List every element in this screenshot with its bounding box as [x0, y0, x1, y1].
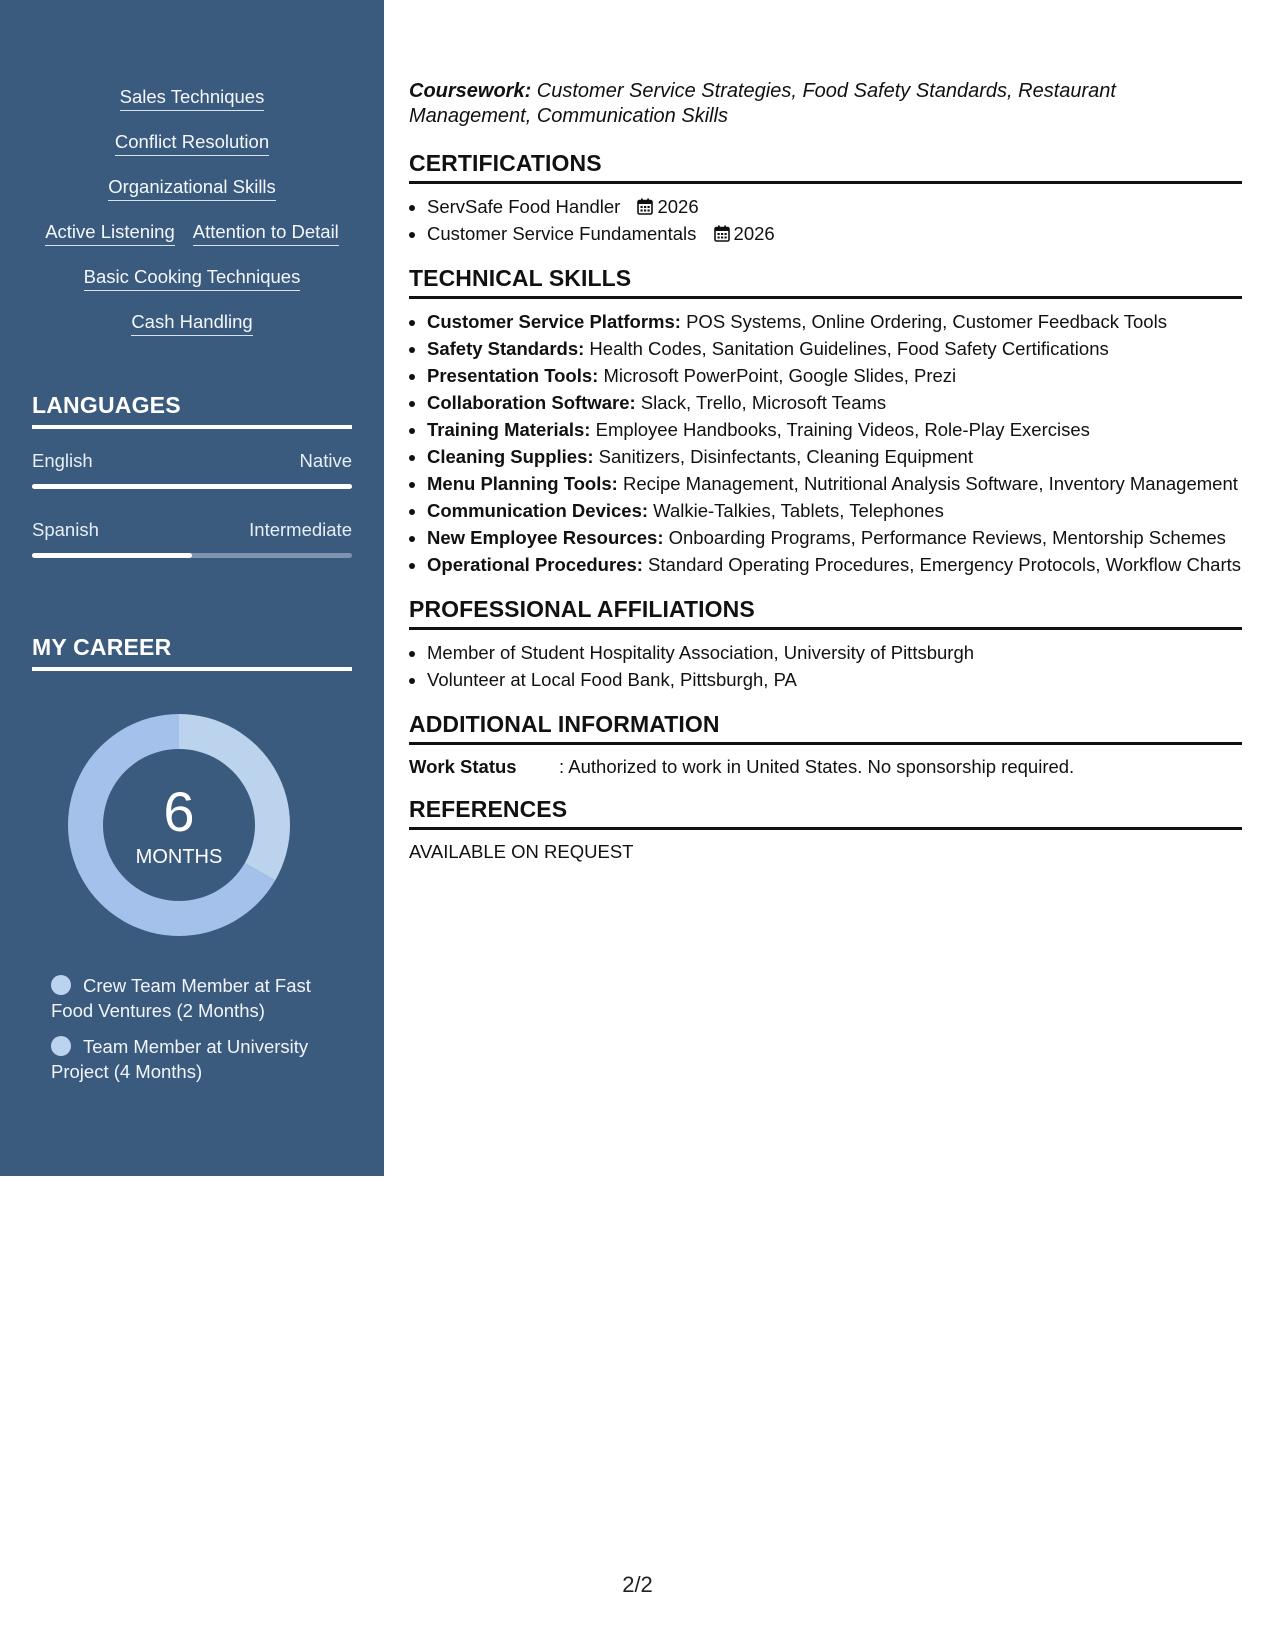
technical-skill-label: Communication Devices:: [427, 500, 649, 521]
technical-skill-item: [427, 308, 1242, 335]
technical-skill-label: New Employee Resources:: [427, 527, 664, 548]
work-status-label: Work Status: [409, 756, 517, 777]
coursework: [409, 79, 1242, 129]
references-text: AVAILABLE ON REQUEST: [409, 841, 634, 862]
certification-name: Customer Service Fundamentals: [427, 223, 697, 244]
skill-tag: Cash Handling: [131, 311, 252, 336]
technical-skill-item: [427, 470, 1242, 497]
skill-tag: Basic Cooking Techniques: [84, 266, 301, 291]
affiliations-list: [409, 639, 1242, 693]
technical-skill-label: Customer Service Platforms:: [427, 311, 681, 332]
work-status-value: : Authorized to work in United States. No sponsorship required.: [559, 756, 1075, 777]
career-item-label: Crew Team Member at Fast Food Ventures (2 Months): [51, 975, 311, 1021]
page-number: 2/2: [622, 1572, 653, 1597]
language-level: Native: [299, 450, 352, 471]
skill-tag: Attention to Detail: [193, 221, 339, 246]
technical-skill-value: Slack, Trello, Microsoft Teams: [635, 392, 887, 413]
technical-skill-label: Safety Standards:: [427, 338, 585, 359]
technical-skill-item: [427, 362, 1242, 389]
technical-skill-value: Recipe Management, Nutritional Analysis Software, Inventory Management: [617, 473, 1238, 494]
career-list: [51, 974, 331, 1096]
technical-skill-value: Employee Handbooks, Training Videos, Role-Play Exercises: [590, 419, 1090, 440]
technical-skill-value: Standard Operating Procedures, Emergency Protocols, Workflow Charts: [642, 554, 1241, 575]
language-name: Spanish: [32, 519, 99, 540]
language-level: Intermediate: [249, 519, 352, 540]
certification-year: 2026: [657, 196, 699, 217]
skill-tag: Active Listening: [45, 221, 175, 246]
career-total-number: 6: [163, 780, 195, 843]
career-heading: MY CAREER: [32, 634, 352, 671]
career-dot-icon: [51, 975, 71, 995]
skill-tag: Sales Techniques: [120, 86, 265, 111]
references-heading: REFERENCES: [409, 796, 1242, 830]
skills-list: [32, 86, 352, 356]
language-bar-fill: [32, 484, 352, 489]
languages-heading: LANGUAGES: [32, 392, 352, 429]
career-item: [51, 974, 331, 1023]
technical-skill-item: [427, 497, 1242, 524]
technical-skill-item: [427, 335, 1242, 362]
technical-skill-value: POS Systems, Online Ordering, Customer Feedback Tools: [680, 311, 1167, 332]
career-dot-icon: [51, 1036, 71, 1056]
calendar-icon: [714, 225, 730, 242]
language-bar: [32, 484, 352, 489]
technical-skills-list: [409, 308, 1242, 578]
language-bar-fill: [32, 553, 192, 558]
language-item: [32, 519, 352, 558]
certification-item: [427, 220, 1242, 247]
coursework-label: Coursework:: [409, 80, 532, 102]
technical-skill-label: Collaboration Software:: [427, 392, 636, 413]
technical-skill-item: [427, 416, 1242, 443]
certification-name: ServSafe Food Handler: [427, 196, 621, 217]
affiliation-item: • Volunteer at Local Food Bank, Pittsburgh, PA: [427, 666, 1242, 693]
language-name: English: [32, 450, 93, 471]
language-bar: [32, 553, 352, 558]
skill-tag: Conflict Resolution: [115, 131, 269, 156]
technical-skill-value: Health Codes, Sanitation Guidelines, Food Safety Certifications: [584, 338, 1109, 359]
skill-tag: Organizational Skills: [108, 176, 276, 201]
technical-skill-label: Operational Procedures:: [427, 554, 643, 575]
career-item-label: Team Member at University Project (4 Months): [51, 1036, 309, 1082]
technical-skill-label: Menu Planning Tools:: [427, 473, 618, 494]
certifications-heading: CERTIFICATIONS: [409, 150, 1242, 184]
technical-skills-heading: TECHNICAL SKILLS: [409, 265, 1242, 299]
technical-skill-item: [427, 551, 1242, 578]
technical-skill-item: [427, 389, 1242, 416]
sidebar: [0, 0, 384, 1176]
technical-skill-label: Cleaning Supplies:: [427, 446, 594, 467]
affiliations-heading: PROFESSIONAL AFFILIATIONS: [409, 596, 1242, 630]
certification-item: [427, 193, 1242, 220]
main-content: [409, 79, 1242, 865]
certification-year: 2026: [733, 223, 775, 244]
technical-skill-value: Microsoft PowerPoint, Google Slides, Prezi: [598, 365, 957, 386]
technical-skill-item: [427, 443, 1242, 470]
certifications-list: [409, 193, 1242, 247]
technical-skill-item: [427, 524, 1242, 551]
technical-skill-value: Walkie-Talkies, Tablets, Telephones: [648, 500, 944, 521]
career-item: [51, 1035, 331, 1084]
language-item: [32, 450, 352, 489]
technical-skill-label: Presentation Tools:: [427, 365, 599, 386]
career-total-unit: MONTHS: [135, 846, 223, 868]
work-status-row: [409, 754, 1242, 780]
technical-skill-value: Sanitizers, Disinfectants, Cleaning Equipment: [593, 446, 973, 467]
affiliation-item: • Member of Student Hospitality Association, University of Pittsburgh: [427, 639, 1242, 666]
technical-skill-value: Onboarding Programs, Performance Reviews, Mentorship Schemes: [663, 527, 1226, 548]
additional-info-heading: ADDITIONAL INFORMATION: [409, 711, 1242, 745]
coursework-text: Customer Service Strategies, Food Safety Standards, Restaurant Management, Communication Skills: [409, 80, 1116, 127]
calendar-icon: [637, 198, 653, 215]
technical-skill-label: Training Materials:: [427, 419, 591, 440]
